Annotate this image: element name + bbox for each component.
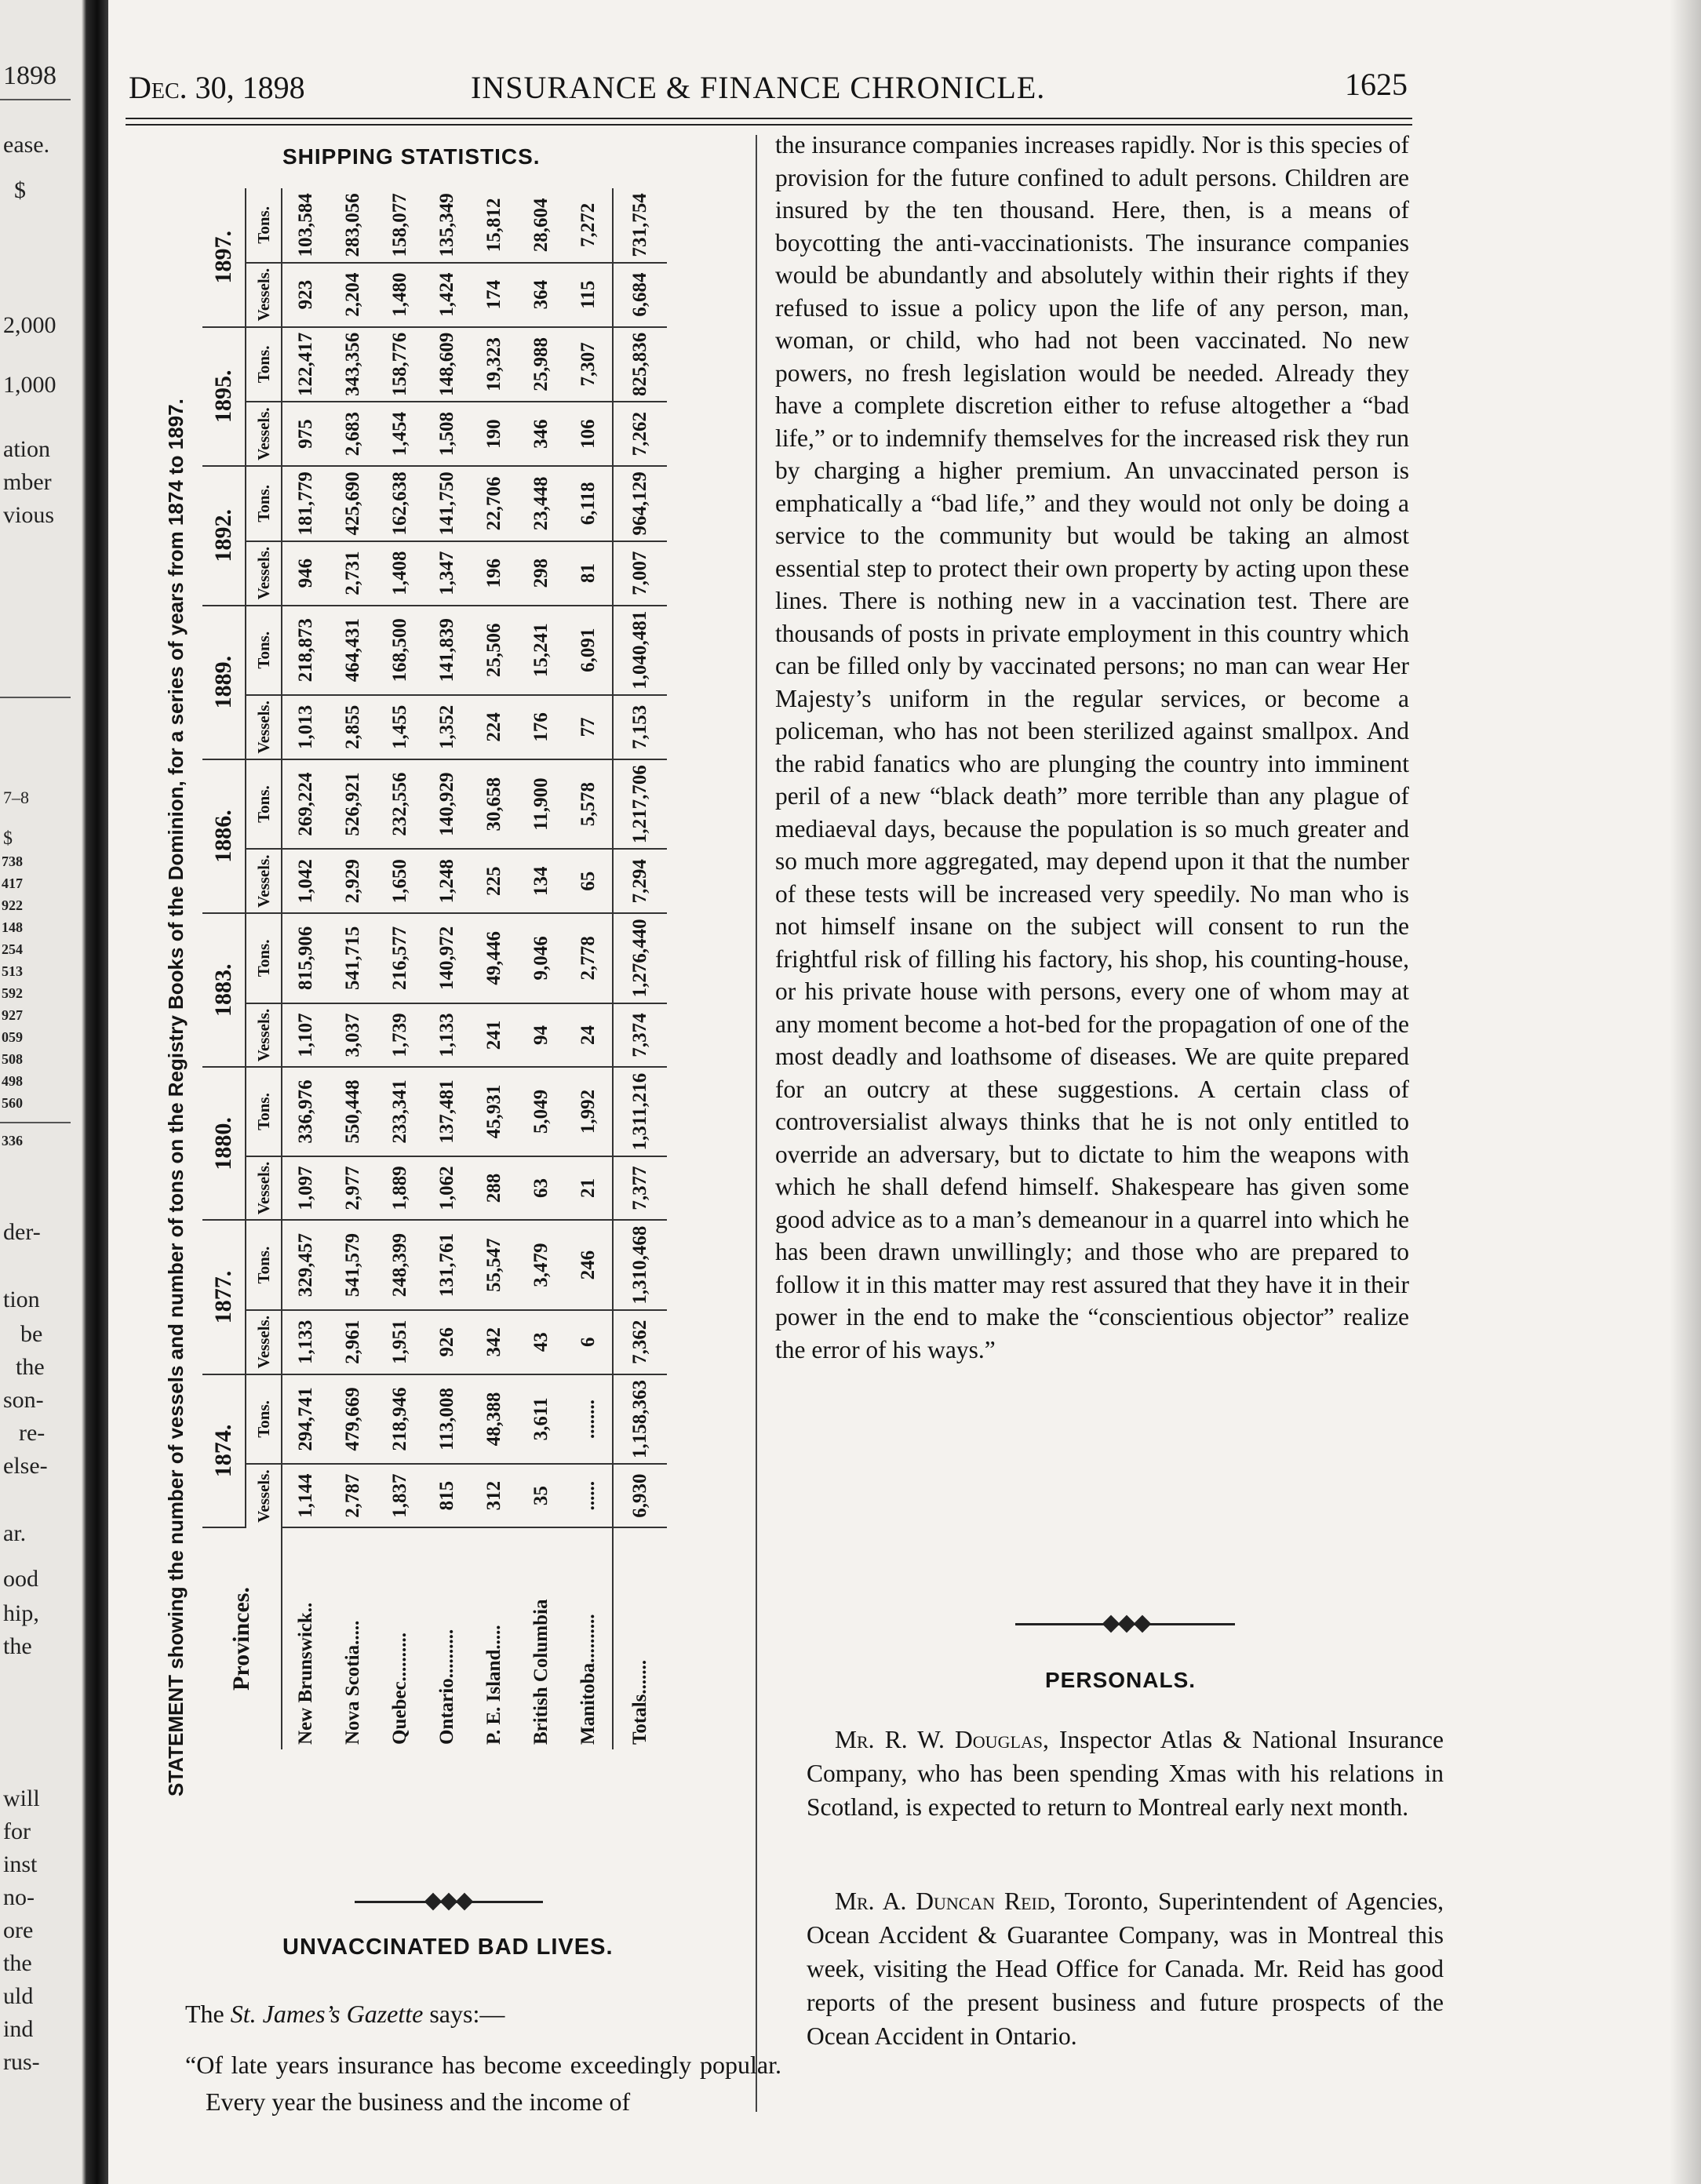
- tons-header: Tons.: [246, 1067, 282, 1156]
- vessels-cell: 196: [471, 541, 518, 606]
- totals-row: [613, 188, 667, 1749]
- vessels-cell: 63: [518, 1156, 565, 1221]
- previous-page-number: 922: [2, 897, 23, 913]
- vessels-cell: 224: [471, 695, 518, 759]
- tons-cell: 122,417: [282, 327, 330, 402]
- previous-page-fragment: ation: [3, 436, 50, 462]
- vessels-cell: 115: [565, 263, 613, 327]
- personal-name: Mr. R. W. Douglas: [835, 1726, 1044, 1753]
- previous-page-fragment: 7–8: [3, 788, 29, 807]
- vessels-cell: 77: [565, 695, 613, 759]
- previous-page-rule: [0, 1122, 71, 1123]
- tons-cell: 15,241: [518, 606, 565, 695]
- vessels-cell: 1,889: [377, 1156, 424, 1221]
- vessels-header: Vessels.: [246, 541, 282, 606]
- previous-page-number: 560: [2, 1095, 23, 1111]
- vessels-cell: 1,508: [424, 402, 471, 466]
- personal-text: , Inspector Atlas & National Insurance Company, who has been spending Xmas with his relations in Scotland, is expected to return to Montreal early next month.: [807, 1726, 1444, 1821]
- tons-cell: 3,479: [518, 1220, 565, 1309]
- tons-cell: 7,272: [565, 188, 613, 263]
- table-row: [424, 188, 471, 1749]
- vessels-cell: 1,144: [282, 1464, 330, 1527]
- previous-page-fragment: $: [14, 177, 26, 203]
- tons-cell: 7,307: [565, 327, 613, 402]
- tons-cell: 148,609: [424, 327, 471, 402]
- tons-cell: 2,778: [565, 913, 613, 1003]
- previous-page-rule: [0, 99, 71, 100]
- tons-cell: 23,448: [518, 466, 565, 541]
- vessels-cell: 2,683: [330, 402, 377, 466]
- year-header: 1883.: [202, 913, 246, 1067]
- vessels-cell: 2,855: [330, 695, 377, 759]
- vessels-header: Vessels.: [246, 1310, 282, 1374]
- table-row: [330, 188, 377, 1749]
- tons-cell: 19,323: [471, 327, 518, 402]
- previous-page-fragment: ar.: [3, 1520, 27, 1546]
- provinces-header: Provinces.: [202, 1527, 282, 1749]
- header-rule: [126, 118, 1412, 126]
- vessels-cell: 346: [518, 402, 565, 466]
- vessels-cell: 241: [471, 1003, 518, 1068]
- tons-header: Tons.: [246, 327, 282, 402]
- tons-cell: 1,158,363: [613, 1374, 667, 1464]
- vessels-cell: 1,455: [377, 695, 424, 759]
- shipping-statistics-heading: SHIPPING STATISTICS.: [282, 144, 541, 169]
- vessels-cell: 7,362: [613, 1310, 667, 1374]
- previous-page-fragment: for: [3, 1818, 31, 1844]
- vessels-cell: 7,262: [613, 402, 667, 466]
- vessels-cell: 65: [565, 849, 613, 913]
- previous-page-fragment: ind: [3, 2016, 34, 2042]
- vessels-header: Vessels.: [246, 849, 282, 913]
- previous-page-fragment: uld: [3, 1983, 34, 2009]
- shipping-table-body: [282, 188, 667, 1749]
- unvaccinated-intro-block: [185, 1996, 781, 2120]
- previous-page-fragment: $: [3, 828, 13, 849]
- tons-cell: 248,399: [377, 1220, 424, 1309]
- vessels-cell: 190: [471, 402, 518, 466]
- tons-cell: 1,217,706: [613, 759, 667, 849]
- year-header: 1886.: [202, 759, 246, 913]
- column-divider: [756, 135, 757, 2112]
- tons-cell: 216,577: [377, 913, 424, 1003]
- page-number: 1625: [1345, 67, 1408, 102]
- previous-page-fragment: mber: [3, 469, 52, 495]
- vessels-cell: 1,951: [377, 1310, 424, 1374]
- tons-cell: 48,388: [471, 1374, 518, 1464]
- tons-cell: 158,776: [377, 327, 424, 402]
- tons-header: Tons.: [246, 188, 282, 263]
- tons-cell: 137,481: [424, 1067, 471, 1156]
- tons-cell: 541,715: [330, 913, 377, 1003]
- tons-cell: 964,129: [613, 466, 667, 541]
- province-name: Nova Scotia.....: [342, 1620, 363, 1745]
- tons-header: Tons.: [246, 1220, 282, 1309]
- tons-cell: 232,556: [377, 759, 424, 849]
- tons-header: Tons.: [246, 759, 282, 849]
- tons-cell: 49,446: [471, 913, 518, 1003]
- province-name: Manitoba..........: [577, 1614, 599, 1745]
- tons-cell: 135,349: [424, 188, 471, 263]
- previous-page-fragment: no-: [3, 1884, 35, 1910]
- previous-page-number: 059: [2, 1029, 23, 1045]
- previous-page-year: 1898: [3, 61, 56, 90]
- previous-page-fragment: the: [16, 1354, 45, 1380]
- vessels-cell: 1,347: [424, 541, 471, 606]
- tons-header: Tons.: [246, 466, 282, 541]
- tons-cell: 218,946: [377, 1374, 424, 1464]
- previous-page-number: 738: [2, 854, 23, 869]
- table-row: [471, 188, 518, 1749]
- table-row: [518, 188, 565, 1749]
- tons-cell: 5,578: [565, 759, 613, 849]
- shipping-statistics-table: [202, 188, 667, 1749]
- tons-cell: 9,046: [518, 913, 565, 1003]
- tons-cell: 55,547: [471, 1220, 518, 1309]
- table-row: [282, 188, 330, 1749]
- tons-cell: 336,976: [282, 1067, 330, 1156]
- vessels-cell: 815: [424, 1464, 471, 1527]
- vessels-cell: 1,650: [377, 849, 424, 913]
- vessels-header: Vessels.: [246, 695, 282, 759]
- publication-title: INSURANCE & FINANCE CHRONICLE.: [471, 70, 1046, 105]
- section-ornament: [355, 1892, 543, 1911]
- previous-page-fragment: else-: [3, 1453, 48, 1479]
- vessels-header: Vessels.: [246, 1464, 282, 1527]
- tons-cell: ........: [565, 1374, 613, 1464]
- previous-page-fragment: will: [3, 1785, 40, 1811]
- tons-cell: 1,040,481: [613, 606, 667, 695]
- vessels-cell: 312: [471, 1464, 518, 1527]
- vessels-cell: 2,961: [330, 1310, 377, 1374]
- table-row: [565, 188, 613, 1749]
- tons-cell: 246: [565, 1220, 613, 1309]
- issue-date: [129, 69, 305, 106]
- vessels-cell: 923: [282, 263, 330, 327]
- tons-cell: 425,690: [330, 466, 377, 541]
- vessels-cell: 81: [565, 541, 613, 606]
- tons-cell: 6,118: [565, 466, 613, 541]
- previous-page-fragment: ore: [3, 1917, 34, 1943]
- vessels-cell: 1,042: [282, 849, 330, 913]
- year-header: 1880.: [202, 1067, 246, 1220]
- vessels-cell: 6,930: [613, 1464, 667, 1527]
- previous-page-rule: [0, 697, 71, 698]
- personals-heading: PERSONALS.: [1045, 1668, 1197, 1692]
- vessels-cell: 342: [471, 1310, 518, 1374]
- unvaccinated-article-continued: [775, 129, 1409, 1366]
- tons-cell: 1,311,216: [613, 1067, 667, 1156]
- vessels-cell: 174: [471, 263, 518, 327]
- vessels-cell: 7,153: [613, 695, 667, 759]
- previous-page-fragment: ease.: [3, 132, 50, 158]
- tons-cell: 343,356: [330, 327, 377, 402]
- previous-page-fragment: the: [3, 1950, 32, 1976]
- tons-cell: 11,900: [518, 759, 565, 849]
- tons-cell: 30,658: [471, 759, 518, 849]
- province-name: P. E. Island.....: [483, 1625, 504, 1745]
- vessels-cell: 1,352: [424, 695, 471, 759]
- vessels-cell: 134: [518, 849, 565, 913]
- tons-cell: 141,839: [424, 606, 471, 695]
- vessels-cell: 1,408: [377, 541, 424, 606]
- table-header-row: [202, 188, 246, 1749]
- table-subheader-row: [246, 188, 282, 1749]
- vessels-cell: 6: [565, 1310, 613, 1374]
- vessels-cell: 3,037: [330, 1003, 377, 1068]
- tons-cell: 140,929: [424, 759, 471, 849]
- vessels-cell: 298: [518, 541, 565, 606]
- previous-page-margin: [0, 0, 78, 2184]
- year-header: 1892.: [202, 466, 246, 605]
- tons-cell: 550,448: [330, 1067, 377, 1156]
- vessels-header: Vessels.: [246, 263, 282, 327]
- previous-page-fragment: rus-: [3, 2049, 40, 2075]
- previous-page-number: 417: [2, 875, 23, 891]
- previous-page-number: 513: [2, 963, 23, 979]
- tons-cell: 168,500: [377, 606, 424, 695]
- tons-cell: 283,056: [330, 188, 377, 263]
- vessels-cell: 946: [282, 541, 330, 606]
- tons-cell: 3,611: [518, 1374, 565, 1464]
- table-row: [377, 188, 424, 1749]
- totals-label: Totals.......: [613, 1527, 667, 1749]
- tons-header: Tons.: [246, 1374, 282, 1464]
- vessels-header: Vessels.: [246, 1156, 282, 1221]
- tons-cell: 25,988: [518, 327, 565, 402]
- vessels-cell: 7,294: [613, 849, 667, 913]
- previous-page-fragment: son-: [3, 1387, 44, 1413]
- previous-page-fragment: the: [3, 1633, 32, 1659]
- vessels-cell: 24: [565, 1003, 613, 1068]
- personal-name: Mr. A. Duncan Reid: [835, 1887, 1050, 1915]
- tons-cell: 103,584: [282, 188, 330, 263]
- tons-cell: 294,741: [282, 1374, 330, 1464]
- tons-cell: 158,077: [377, 188, 424, 263]
- vessels-cell: 7,007: [613, 541, 667, 606]
- previous-page-fragment: der-: [3, 1219, 41, 1245]
- previous-page-fragment: tion: [3, 1287, 40, 1312]
- tons-cell: 269,224: [282, 759, 330, 849]
- previous-page-fragment: be: [20, 1321, 43, 1347]
- article-paragraph: the insurance companies increases rapidly. Nor is this species of provision for the future confined to adult persons. Children are insured by the ten thousand. Here, then, is a means of boycotting the anti-vaccinationists. The insurance companies would be abundantly and absolutely within their rights if they refused to issue a policy upon the life of any person, man, woman, or child, who had not been vaccinated. No new powers, no fresh legislation would be needed. Already they have a complete discretion either to refuse altogether a “bad life,” or to indemnify themselves for the increased risk they run by charging a higher premium. An unvaccinated person is emphatically a “bad life,” and they would not only be doing a service to the community but would be taking an almost essential step to protect their own property by acting upon these lines. There is nothing new in a vaccination test. There are thousands of posts in private employment in this country which can be filled only by vaccinated persons; no man can wear Her Majesty’s uniform in the regular services, or become a policeman, who has not been sterilized against smallpox. And the rabid fanatics who are plunging the country into imminent peril of a new “black death” more terrible than any plague of mediaeval days, because the population is so much greater and so much more aggregated, may depend upon it that the number of these tests will be increased very speedily. No man who is not himself insane on the subject will consent to run the frightful risk of filling his factory, his shop, his counting-house, or his private house with persons, every one of whom may at any moment become a hot-bed for the propagation of one of the most deadly and loathsome of diseases. We are quite prepared for an outcry at these suggestions. A certain class of controversialist always thinks that he is not only entitled to override an adversary, but to dictate to him the weapons with which he shall defend himself. Shakespeare has given some good advice as to a man’s demeanour in a quarrel into which he has been drawn unwillingly; and those who are prepared to follow it in this matter may rest assured that they have it in their power in the end to make the “conscientious objector” realize the error of his ways.”: [775, 131, 1409, 1363]
- tons-header: Tons.: [246, 913, 282, 1003]
- vessels-cell: 94: [518, 1003, 565, 1068]
- tons-cell: 233,341: [377, 1067, 424, 1156]
- tons-cell: 6,091: [565, 606, 613, 695]
- tons-cell: 541,579: [330, 1220, 377, 1309]
- vessels-cell: 2,204: [330, 263, 377, 327]
- province-name: Ontario..........: [436, 1629, 457, 1745]
- previous-page-number: 336: [2, 1133, 23, 1148]
- tons-cell: 28,604: [518, 188, 565, 263]
- tons-header: Tons.: [246, 606, 282, 695]
- tons-cell: 113,008: [424, 1374, 471, 1464]
- vessels-cell: 2,929: [330, 849, 377, 913]
- unvaccinated-quote-start: “Of late years insurance has become exceedingly popular. Every year the business and the income of: [185, 2051, 781, 2116]
- personal-text: , Toronto, Superintendent of Agencies, Ocean Accident & Guarantee Company, was in Montreal this week, visiting the Head Office for Canada. Mr. Reid has good reports of the present business and future prospects of the Ocean Accident in Ontario.: [807, 1887, 1444, 2050]
- shipping-table-caption: STATEMENT showing the number of vessels and number of tons on the Registry Books of the Dominion, for a series of years from 1874 to 1897.: [164, 399, 188, 1796]
- tons-cell: 479,669: [330, 1374, 377, 1464]
- province-name: Quebec..........: [389, 1632, 410, 1745]
- vessels-cell: 225: [471, 849, 518, 913]
- previous-page-fragment: ood: [3, 1566, 38, 1592]
- vessels-cell: 21: [565, 1156, 613, 1221]
- vessels-cell: 1,480: [377, 263, 424, 327]
- vessels-cell: 1,837: [377, 1464, 424, 1527]
- year-header: 1877.: [202, 1220, 246, 1374]
- vessels-cell: 43: [518, 1310, 565, 1374]
- shipping-table-rotated: [157, 157, 738, 1804]
- previous-page-number: 498: [2, 1073, 23, 1089]
- previous-page-number: 148: [2, 919, 23, 935]
- tons-cell: 131,761: [424, 1220, 471, 1309]
- previous-page-fragment: inst: [3, 1851, 38, 1877]
- previous-page-fragment: vious: [3, 502, 55, 528]
- previous-page-number: 254: [2, 941, 23, 957]
- issue-date-month: Dec: [129, 70, 180, 105]
- previous-page-number: 927: [2, 1007, 23, 1023]
- year-header: 1874.: [202, 1374, 246, 1527]
- vessels-cell: 2,977: [330, 1156, 377, 1221]
- tons-cell: 218,873: [282, 606, 330, 695]
- vessels-header: Vessels.: [246, 402, 282, 466]
- vessels-cell: 7,374: [613, 1003, 667, 1068]
- vessels-cell: 926: [424, 1310, 471, 1374]
- personal-item: [807, 1884, 1444, 2053]
- vessels-cell: 1,248: [424, 849, 471, 913]
- vessels-cell: 6,684: [613, 263, 667, 327]
- year-header: 1889.: [202, 606, 246, 759]
- vessels-header: Vessels.: [246, 1003, 282, 1068]
- tons-cell: 825,836: [613, 327, 667, 402]
- year-header: 1897.: [202, 188, 246, 327]
- tons-cell: 815,906: [282, 913, 330, 1003]
- tons-cell: 25,506: [471, 606, 518, 695]
- tons-cell: 329,457: [282, 1220, 330, 1309]
- vessels-cell: 288: [471, 1156, 518, 1221]
- tons-cell: 141,750: [424, 466, 471, 541]
- unvaccinated-intro: The St. James’s Gazette says:—: [185, 2000, 505, 2028]
- previous-page-fragment: re-: [19, 1420, 46, 1446]
- vessels-cell: 176: [518, 695, 565, 759]
- unvaccinated-heading: UNVACCINATED BAD LIVES.: [282, 1935, 614, 1960]
- tons-cell: 1,276,440: [613, 913, 667, 1003]
- tons-cell: 526,921: [330, 759, 377, 849]
- previous-page-fragment: 2,000: [3, 312, 56, 338]
- year-header: 1895.: [202, 327, 246, 466]
- vessels-cell: 364: [518, 263, 565, 327]
- province-name: New Brunswick..: [295, 1602, 316, 1745]
- vessels-cell: 2,787: [330, 1464, 377, 1527]
- vessels-cell: 1,062: [424, 1156, 471, 1221]
- vessels-cell: 1,097: [282, 1156, 330, 1221]
- vessels-cell: 975: [282, 402, 330, 466]
- personal-item: [807, 1723, 1444, 1824]
- vessels-cell: 7,377: [613, 1156, 667, 1221]
- tons-cell: 140,972: [424, 913, 471, 1003]
- vessels-cell: 1,424: [424, 263, 471, 327]
- previous-page-fragment: 1,000: [3, 372, 56, 398]
- previous-page-fragment: hip,: [3, 1600, 39, 1626]
- vessels-cell: 1,133: [424, 1003, 471, 1068]
- vessels-cell: 1,454: [377, 402, 424, 466]
- vessels-cell: 1,133: [282, 1310, 330, 1374]
- vessels-cell: ......: [565, 1464, 613, 1527]
- vessels-cell: 35: [518, 1464, 565, 1527]
- tons-cell: 1,310,468: [613, 1220, 667, 1309]
- vessels-cell: 1,107: [282, 1003, 330, 1068]
- previous-page-number: 508: [2, 1051, 23, 1067]
- section-ornament: [1015, 1614, 1235, 1633]
- vessels-cell: 2,731: [330, 541, 377, 606]
- previous-page-number: 592: [2, 985, 23, 1001]
- tons-cell: 15,812: [471, 188, 518, 263]
- vessels-cell: 106: [565, 402, 613, 466]
- tons-cell: 5,049: [518, 1067, 565, 1156]
- tons-cell: 464,431: [330, 606, 377, 695]
- tons-cell: 45,931: [471, 1067, 518, 1156]
- scan-edge-shadow: [1670, 0, 1701, 2184]
- issue-date-day-year: . 30, 1898: [179, 70, 305, 105]
- tons-cell: 181,779: [282, 466, 330, 541]
- vessels-cell: 1,013: [282, 695, 330, 759]
- tons-cell: 22,706: [471, 466, 518, 541]
- tons-cell: 731,754: [613, 188, 667, 263]
- vessels-cell: 1,739: [377, 1003, 424, 1068]
- tons-cell: 162,638: [377, 466, 424, 541]
- tons-cell: 1,992: [565, 1067, 613, 1156]
- province-name: British Columbia: [530, 1599, 552, 1745]
